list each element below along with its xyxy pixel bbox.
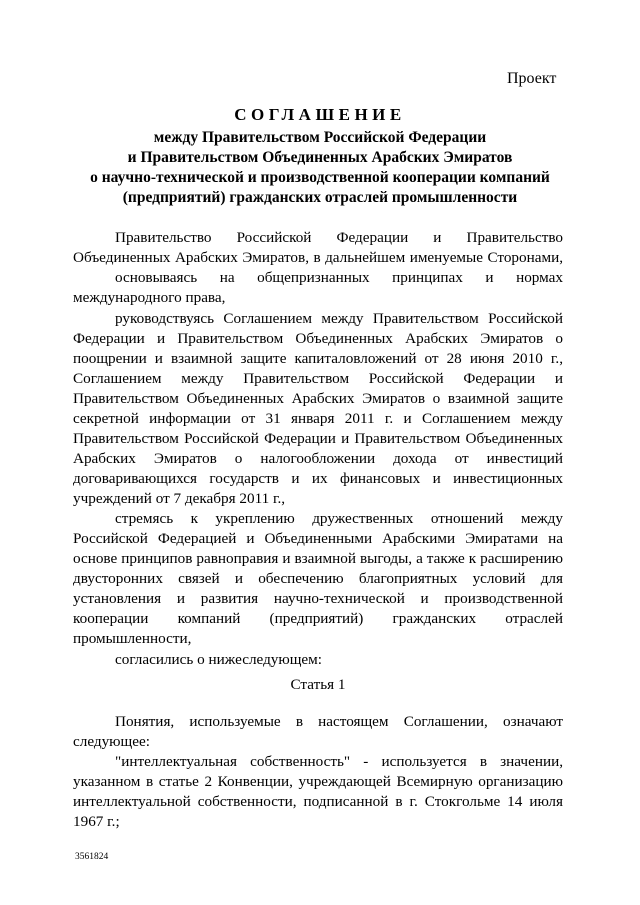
text-line: стремясь к укреплению дружественных отношений между	[115, 510, 563, 527]
text-line: учреждений от 7 декабря 2011 г.,	[73, 490, 286, 507]
text-line: "интеллектуальная собственность" - используется в значении,	[115, 753, 563, 770]
text-line: Арабских Эмиратов о налогообложении дохода от инвестиций	[73, 450, 563, 467]
text-line: основе принципов равноправия и взаимной выгоды, а также к расширению	[73, 550, 563, 567]
article-heading: Статья 1	[290, 676, 346, 693]
text-line: двусторонних связей и обеспечению благоприятных условий для	[73, 570, 563, 587]
text-line: Федерации и Правительством Объединенных Арабских Эмиратов о	[73, 330, 563, 347]
text-line: согласились о нижеследующем:	[115, 651, 323, 668]
subtitle-line: о научно-технической и производственной кооперации компаний	[90, 169, 550, 186]
text-line: указанном в статье 2 Конвенции, учреждающей Всемирную организацию	[73, 773, 563, 790]
text-line: международного права,	[73, 289, 226, 306]
text-line: Правительство Российской Федерации и Правительство	[115, 229, 563, 246]
text-line: Объединенных Арабских Эмиратов, в дальнейшем именуемые Сторонами,	[73, 249, 563, 266]
draft-stamp: Проект	[507, 70, 557, 87]
text-line: договаривающихся государств и их финансовых и инвестиционных	[73, 470, 563, 487]
subtitle-line: (предприятий) гражданских отраслей промышленности	[122, 189, 518, 206]
text-line: Понятия, используемые в настоящем Соглашении, означают	[115, 713, 563, 730]
text-line: Правительством Российской Федерации и Правительством Объединенных	[73, 430, 563, 447]
text-line: 1967 г.;	[73, 813, 120, 830]
text-line: Правительством Объединенных Арабских Эмиратов о взаимной защите	[73, 390, 563, 407]
document-code: 3561824	[75, 852, 109, 862]
text-line: секретной информации от 31 января 2011 г. и Соглашением между	[73, 410, 563, 427]
subtitle-line: между Правительством Российской Федерации	[153, 129, 487, 146]
text-line: следующее:	[73, 733, 150, 750]
text-line: Соглашением между Правительством Российской Федерации и	[73, 370, 563, 387]
text-line: кооперации компаний (предприятий) гражданских отраслей	[73, 610, 563, 627]
text-line: интеллектуальной собственности, подписанной в г. Стокгольме 14 июля	[73, 793, 563, 810]
text-line: поощрении и взаимной защите капиталовложений от 28 июня 2010 г.,	[73, 350, 563, 367]
subtitle-line: и Правительством Объединенных Арабских Эмиратов	[127, 149, 513, 166]
text-line: Российской Федерацией и Объединенными Арабскими Эмиратами на	[73, 530, 563, 547]
text-line: промышленности,	[73, 630, 192, 647]
text-line: руководствуясь Соглашением между Правительством Российской	[115, 310, 563, 327]
text-line: установления и развития научно-технической и производственной	[73, 590, 563, 607]
text-line: основываясь на общепризнанных принципах и нормах	[115, 269, 563, 286]
document-title: СОГЛАШЕНИЕ	[234, 105, 406, 124]
